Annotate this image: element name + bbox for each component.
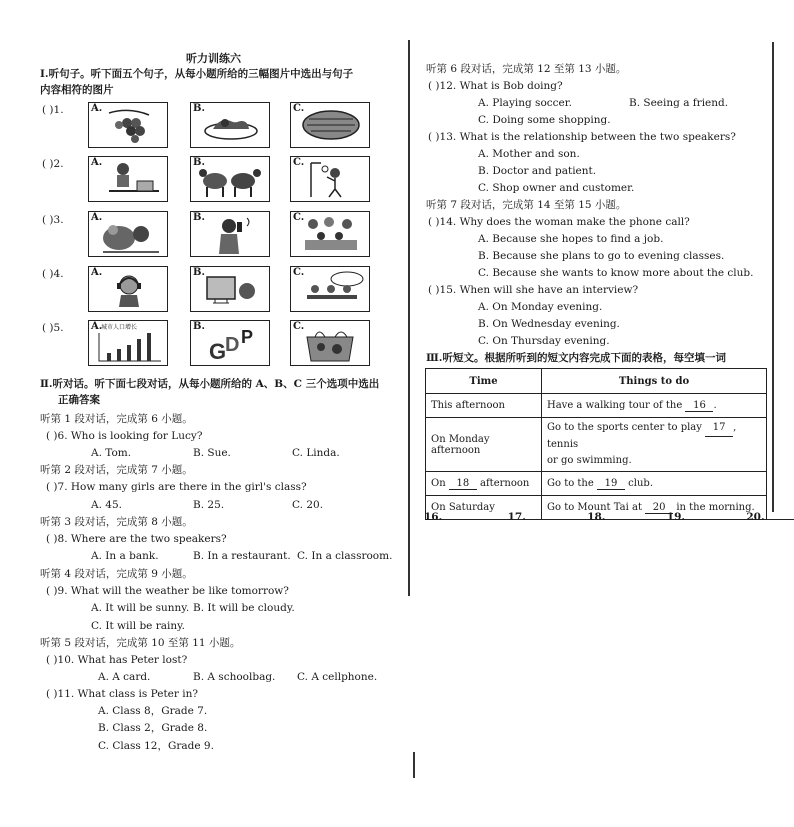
q2-option-b-picture[interactable] [190, 156, 270, 202]
svg-text:P: P [241, 327, 254, 347]
q10-stem: ( )10. What has Peter lost? [46, 654, 188, 666]
blank-18[interactable]: 18 [449, 478, 477, 490]
child-playing-icon [89, 212, 167, 256]
time-text: afternoon [480, 477, 530, 489]
q4-option-c-picture[interactable] [290, 266, 370, 312]
answer-blank-17[interactable] [526, 519, 566, 520]
q14-option-a[interactable]: A. Because she hopes to find a job. [478, 233, 664, 245]
q13-option-a[interactable]: A. Mother and son. [478, 148, 580, 160]
q6-option-a[interactable]: A. Tom. [91, 447, 132, 459]
party-icon [291, 212, 369, 256]
answer-blank-19[interactable] [685, 519, 725, 520]
q9-option-b[interactable]: B. It will be cloudy. [193, 602, 295, 614]
q15-option-c[interactable]: C. On Thursday evening. [478, 335, 610, 347]
q10-option-c[interactable]: C. A cellphone. [297, 671, 378, 683]
svg-text:G: G [209, 339, 227, 364]
option-label: A. [91, 267, 103, 278]
page-title: 听力训练六 [186, 52, 241, 65]
q3-option-c-picture[interactable] [290, 211, 370, 257]
dialogue7-instruction: 听第 7 段对话，完成第 14 至第 15 小题。 [426, 199, 627, 211]
q5-option-b-picture[interactable] [190, 320, 270, 366]
option-label: C. [293, 321, 305, 332]
activity-text: or go swimming. [547, 455, 632, 466]
shopping-icon [291, 321, 369, 365]
bar-chart-icon [89, 321, 167, 365]
q10-option-a[interactable]: A. A card. [98, 671, 151, 683]
time-cell: On Monday afternoon [426, 418, 542, 472]
table-header-row [426, 369, 767, 394]
q7-option-a[interactable]: A. 45. [91, 499, 122, 511]
q12-option-b[interactable]: B. Seeing a friend. [629, 97, 729, 109]
answer-label: 17. [507, 511, 526, 523]
q2-option-c-picture[interactable] [290, 156, 370, 202]
section1-heading: Ⅰ.听句子。听下面五个句子，从每小题所给的三幅图片中选出与句子 [40, 68, 354, 80]
col-header-time: Time [426, 369, 542, 394]
q15-option-a[interactable]: A. On Monday evening. [478, 301, 603, 313]
activity-text: club. [628, 477, 653, 489]
section2-heading: Ⅱ.听对话。听下面七段对话，从每小题所给的 A、B、C 三个选项中选出 [40, 378, 380, 390]
col-header-things: Things to do [542, 369, 767, 394]
tv-watching-icon [191, 267, 269, 311]
q11-option-c[interactable]: C. Class 12，Grade 9. [98, 740, 214, 752]
answer-label: 19. [666, 511, 686, 523]
option-label: B. [193, 212, 205, 223]
option-label: C. [293, 157, 305, 168]
q6-option-c[interactable]: C. Linda. [292, 447, 340, 459]
q4-number: ( )4. [42, 268, 64, 280]
answer-blank-18[interactable] [605, 519, 645, 520]
boy-basketball-icon [291, 157, 369, 201]
activity-cell [542, 418, 767, 472]
answer-label: 16. [424, 511, 443, 523]
family-table-icon [291, 267, 369, 311]
table-row [426, 472, 767, 496]
activity-text: , tennis [547, 422, 737, 450]
column-divider [408, 40, 410, 596]
q10-option-b[interactable]: B. A schoolbag. [193, 671, 276, 683]
q13-option-b[interactable]: B. Doctor and patient. [478, 165, 597, 177]
answer-blanks [424, 510, 794, 524]
time-cell: This afternoon [426, 394, 542, 418]
option-label: B. [193, 157, 205, 168]
q11-stem: ( )11. What class is Peter in? [46, 688, 198, 700]
dialogue6-instruction: 听第 6 段对话，完成第 12 至第 13 小题。 [426, 63, 627, 75]
q5-number: ( )5. [42, 322, 64, 334]
activity-cell [542, 472, 767, 496]
q9-stem: ( )9. What will the weather be like tomorrow? [46, 585, 289, 597]
dialogue2-instruction: 听第 2 段对话，完成第 7 小题。 [40, 464, 193, 476]
dialogue1-instruction: 听第 1 段对话，完成第 6 小题。 [40, 413, 193, 425]
time-cell [426, 472, 542, 496]
section3-heading: Ⅲ.听短文。根据所听到的短文内容完成下面的表格，每空填一词 [426, 352, 726, 364]
q6-stem: ( )6. Who is looking for Lucy? [46, 430, 203, 442]
time-text: On [431, 477, 446, 489]
activity-text: in the morning. [676, 501, 755, 513]
q14-option-c[interactable]: C. Because she wants to know more about the club. [478, 267, 754, 279]
q8-stem: ( )8. Where are the two speakers? [46, 533, 227, 545]
gdp-logo-icon [191, 321, 269, 365]
option-label: B. [193, 103, 205, 114]
q12-stem: ( )12. What is Bob doing? [428, 80, 563, 92]
q2-number: ( )2. [42, 158, 64, 170]
q12-option-a[interactable]: A. Playing soccer. [478, 97, 572, 109]
chart-caption: 城市人口增长 [101, 324, 138, 331]
q7-stem: ( )7. How many girls are there in the girl's class? [46, 481, 307, 493]
dialogue3-instruction: 听第 3 段对话，完成第 8 小题。 [40, 516, 193, 528]
activity-text: . [713, 399, 717, 411]
section2-heading-cont: 正确答案 [58, 394, 100, 406]
answer-label: 18. [587, 511, 606, 523]
q12-option-c[interactable]: C. Doing some shopping. [478, 114, 611, 126]
q5-option-c-picture[interactable] [290, 320, 370, 366]
q15-option-b[interactable]: B. On Wednesday evening. [478, 318, 620, 330]
binding-mark [413, 752, 415, 778]
q4-option-b-picture[interactable] [190, 266, 270, 312]
q2-option-a-picture[interactable] [88, 156, 168, 202]
answer-blank-20[interactable] [765, 519, 794, 520]
blank-20[interactable]: 20 [645, 502, 673, 514]
q8-option-c[interactable]: C. In a classroom. [297, 550, 393, 562]
answer-label: 20. [746, 511, 765, 523]
option-label: B. [193, 321, 205, 332]
time-cell: On Saturday [426, 496, 542, 520]
q1-option-c-picture[interactable] [290, 102, 370, 148]
boy-sitting-icon [89, 157, 167, 201]
q13-option-c[interactable]: C. Shop owner and customer. [478, 182, 635, 194]
q14-stem: ( )14. Why does the woman make the phone call? [428, 216, 690, 228]
activity-text: Go to the [547, 477, 594, 489]
table-row [426, 394, 767, 418]
activity-text: Go to the sports center to play [547, 422, 702, 433]
q3-number: ( )3. [42, 214, 64, 226]
q7-option-c[interactable]: C. 20. [292, 499, 324, 511]
section1-heading-cont: 内容相符的图片 [40, 84, 114, 96]
option-label: A. [91, 321, 103, 332]
svg-text:D: D [225, 334, 240, 356]
boy-headphones-icon [89, 267, 167, 311]
option-label: C. [293, 267, 305, 278]
q8-option-a[interactable]: A. In a bank. [91, 550, 159, 562]
option-label: C. [293, 212, 305, 223]
right-edge-line [772, 42, 774, 512]
grapes-icon [89, 103, 167, 147]
bread-icon [291, 103, 369, 147]
q1-option-b-picture[interactable] [190, 102, 270, 148]
q11-option-a[interactable]: A. Class 8，Grade 7. [98, 705, 208, 717]
answer-blank-16[interactable] [442, 519, 482, 520]
q5-option-a-picture[interactable] [88, 320, 168, 366]
girl-phone-icon [191, 212, 269, 256]
blank-17[interactable]: 17 [705, 420, 733, 437]
blank-16[interactable]: 16 [685, 400, 713, 412]
q9-option-a[interactable]: A. It will be sunny. [91, 602, 190, 614]
option-label: B. [193, 267, 205, 278]
option-label: A. [91, 103, 103, 114]
activity-text: Go to Mount Tai at [547, 501, 642, 513]
q9-option-c[interactable]: C. It will be rainy. [91, 620, 185, 632]
option-label: A. [91, 212, 103, 223]
q13-stem: ( )13. What is the relationship between the two speakers? [428, 131, 736, 143]
activity-cell [542, 394, 767, 418]
q14-option-b[interactable]: B. Because she plans to go to evening classes. [478, 250, 725, 262]
q3-option-b-picture[interactable] [190, 211, 270, 257]
dialogue5-instruction: 听第 5 段对话，完成第 10 至第 11 小题。 [40, 637, 241, 649]
option-label: A. [91, 157, 103, 168]
q7-option-b[interactable]: B. 25. [193, 499, 225, 511]
schedule-table [425, 368, 767, 520]
table-row [426, 418, 767, 472]
q8-option-b[interactable]: B. In a restaurant. [193, 550, 291, 562]
q11-option-b[interactable]: B. Class 2，Grade 8. [98, 722, 208, 734]
blank-19[interactable]: 19 [597, 478, 625, 490]
q4-option-a-picture[interactable] [88, 266, 168, 312]
food-plate-icon [191, 103, 269, 147]
activity-text: Have a walking tour of the [547, 399, 683, 411]
q1-option-a-picture[interactable] [88, 102, 168, 148]
q15-stem: ( )15. When will she have an interview? [428, 284, 639, 296]
dialogue4-instruction: 听第 4 段对话，完成第 9 小题。 [40, 568, 193, 580]
q1-number: ( )1. [42, 104, 64, 116]
cows-icon [191, 157, 269, 201]
q3-option-a-picture[interactable] [88, 211, 168, 257]
option-label: C. [293, 103, 305, 114]
q6-option-b[interactable]: B. Sue. [193, 447, 231, 459]
